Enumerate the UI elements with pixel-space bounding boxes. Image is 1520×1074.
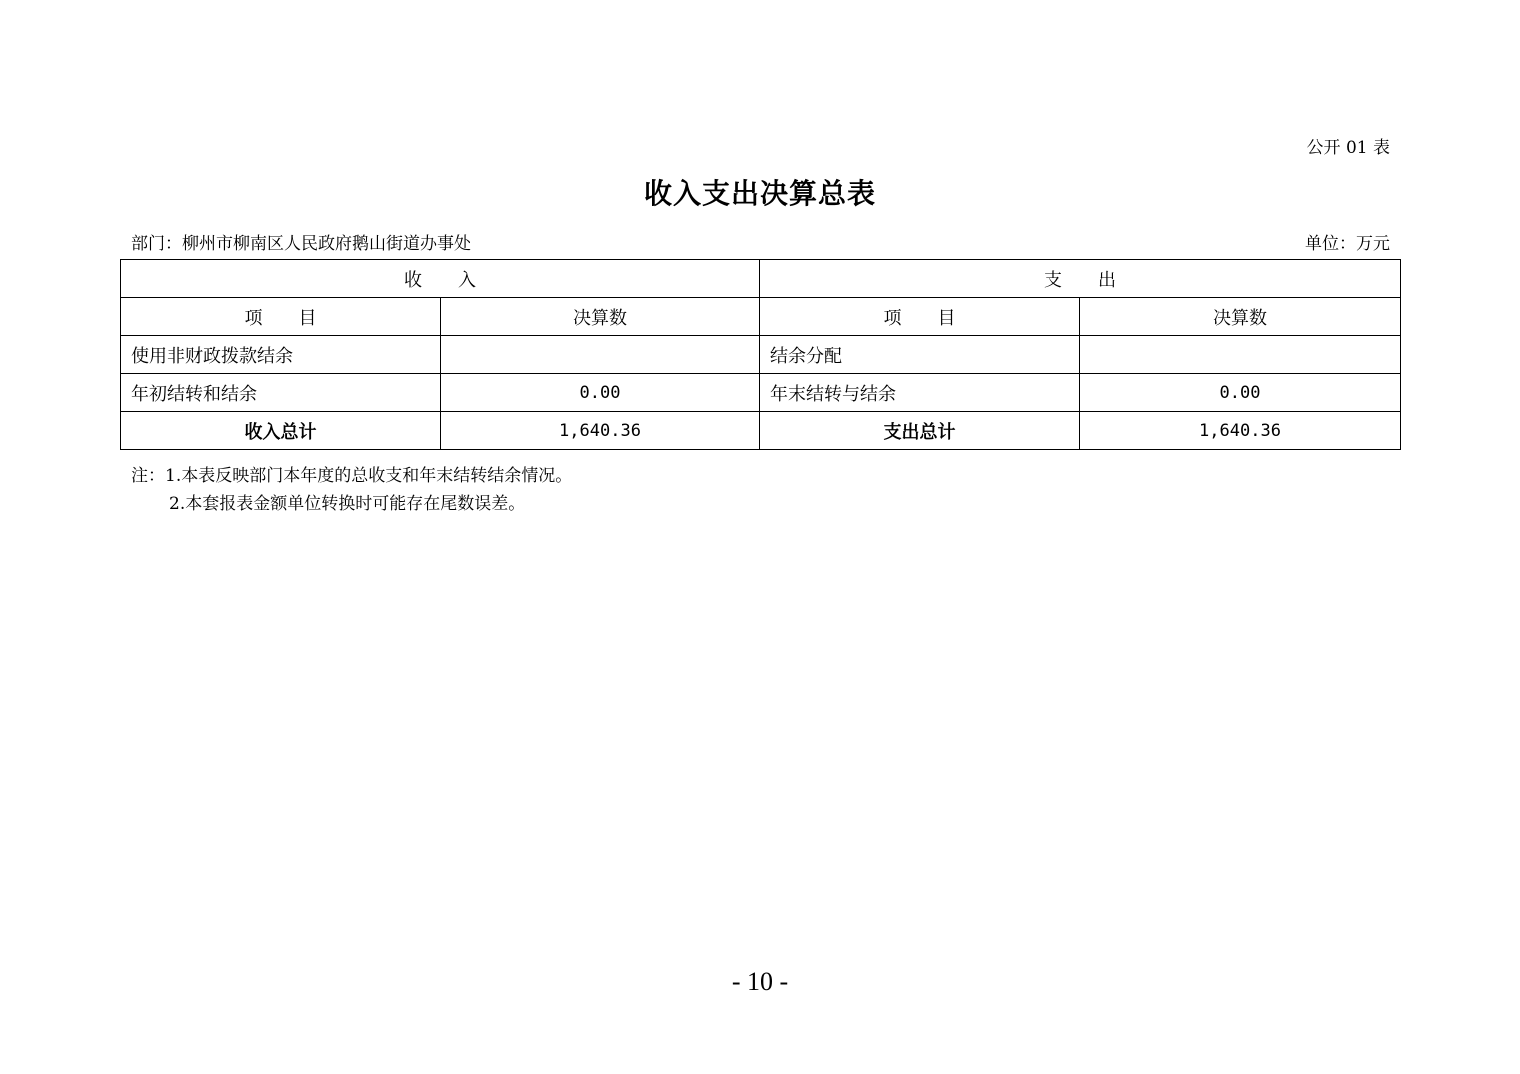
expense-value-cell [1080,336,1401,374]
income-total-value: 1,640.36 [441,412,760,450]
column-header-row [121,298,1401,336]
note-2: 2.本套报表金额单位转换时可能存在尾数误差。 [169,494,526,514]
expense-total-label: 支出总计 [760,412,1080,450]
page-title: 收入支出决算总表 [643,177,876,210]
expense-amount-header: 决算数 [1080,298,1401,336]
income-item-header: 项 目 [121,298,441,336]
table-row [121,336,1401,374]
expense-item-header: 项 目 [760,298,1080,336]
income-value-cell [441,336,760,374]
income-value-cell: 0.00 [441,374,760,412]
table-row [121,374,1401,412]
income-amount-header: 决算数 [441,298,760,336]
totals-row [121,412,1401,450]
expense-item-cell: 年末结转与结余 [760,374,1080,412]
department-label: 部门：柳州市柳南区人民政府鹅山街道办事处 [131,234,471,254]
income-expense-table [120,259,1401,450]
income-item-cell: 使用非财政拨款结余 [121,336,441,374]
expense-section-header: 支 出 [760,260,1401,298]
income-section-header: 收 入 [121,260,760,298]
notes [131,462,572,518]
section-header-row [121,260,1401,298]
expense-value-cell: 0.00 [1080,374,1401,412]
note-1: 注：1.本表反映部门本年度的总收支和年末结转结余情况。 [131,466,573,486]
income-total-label: 收入总计 [121,412,441,450]
table-number: 公开 01 表 [1306,138,1390,158]
expense-item-cell: 结余分配 [760,336,1080,374]
page-number: - 10 - [731,967,789,996]
expense-total-value: 1,640.36 [1080,412,1401,450]
income-item-cell: 年初结转和结余 [121,374,441,412]
unit-label: 单位：万元 [1305,234,1390,254]
